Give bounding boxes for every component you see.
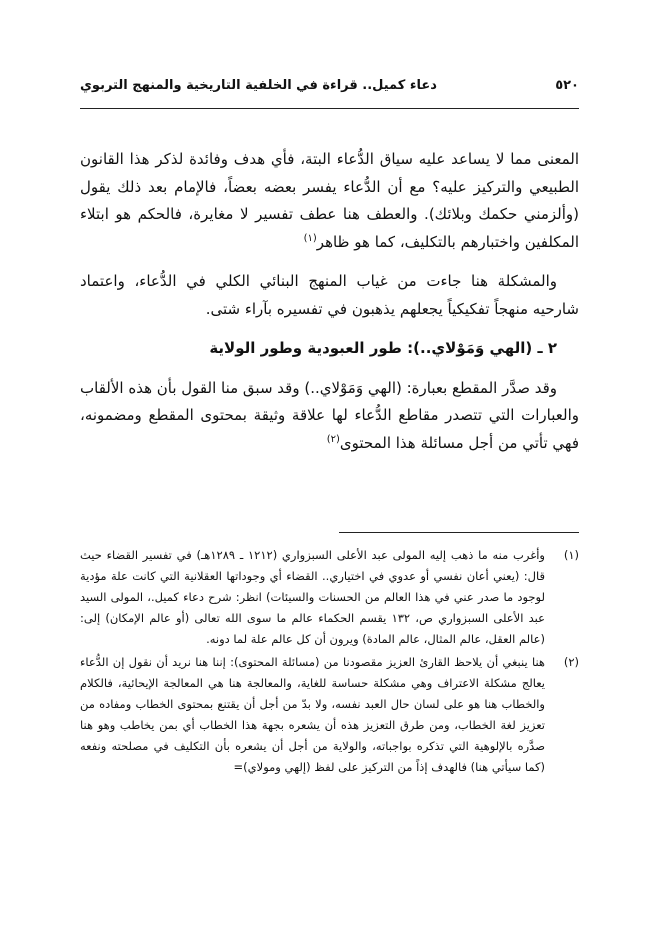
footnote-text: هنا ينبغي أن يلاحظ القارئ العزيز مقصودنا من (مسائلة المحتوى): إننا هنا نريد أن نقول إن الدُّعاء يعالج مشكلة الاعتراف وهي مشكلة حساسة للغاية، والمعالجة هنا هي المعالجة الإيحائية، فالكلام والخطاب هنا هو على لسان حال العبد نفسه، ولا بدّ من أجل أن يقتنع بمحتوى الخطاب ومفاده من تعزيز لغة الخطاب، ومن طرق التعزيز هذه أن يشعره بجهة هذا الخطاب أي بمن يخاطب وهو هنا صدَّره بالإلوهية التي تذكره بواجباته، والولاية من أجل أن يشعره بأن التكليف في مصلحته ونفعه (كما سيأتي هنا) فالهدف إذاً من التركيز على لفظ (إلهي ومولاي)= xyxy=(80,655,545,774)
paragraph-1: المعنى مما لا يساعد عليه سياق الدُّعاء البتة، فأي هدف وفائدة لذكر هذا القانون الطبيعي والتركيز عليه؟ مع أن الدُّعاء يفسر بعضه بعضاً، فالإمام بعد ذلك يقول (وألزمني حكمك وبلائك). والعطف هنا عطف تفسير لا مغايرة، فالحكم هو ابتلاء المكلفين واختبارهم بالتكليف، كما هو ظاهر$^{(١)}$ xyxy=(80,150,579,251)
footnote-ref-2: (٢) xyxy=(326,433,340,445)
footnote-text: وأغرب منه ما ذهب إليه المولى عبد الأعلى السبزواري (١٢١٢ ـ ١٢٨٩هـ) في تفسير القضاء حيث قال: (يعني أعان نفسي أو عدوي في اختياري.. القضاء أي وجوداتها العقلانية التي كانت علة مؤدية لوجود ما صدر عني في هذا العالم من الحسنات والسيئات) انظر: شرح دعاء كميل.، المولى السيد عبد الأعلى السبزواري ص، ١٣٢ يقسم الحكماء عالم ما سوى الله تعالى (أو عالم الإمكان) إلى: (عالم العقل، عالم المثال، عالم المادة) ويرون أن كل عالم علة لما دونه. xyxy=(80,548,545,646)
running-title: دعاء كميل.. قراءة في الخلفية التاريخية والمنهج التربوي xyxy=(80,78,437,93)
footnotes xyxy=(80,545,579,780)
main-text xyxy=(80,146,579,469)
header-rule xyxy=(80,108,579,109)
footnote-number: (٢) xyxy=(563,655,579,669)
footnote-number: (١) xyxy=(563,548,579,562)
footnote-rule xyxy=(339,532,579,533)
page-number: ٥٢٠ xyxy=(555,78,579,93)
section-heading: ٢ ـ (الهي وَمَوْلاي..): طور العبودية وطور الولاية xyxy=(209,339,557,357)
footnote-2 xyxy=(80,652,579,778)
paragraph-3: وقد صدَّر المقطع بعبارة: (الهي وَمَوْلاي..) وقد سبق منا القول بأن هذه الألقاب والعبارات التي تتصدر مقاطع الدُّعاء لها علاقة وثيقة بمحتوى المقطع ومضمونه، فهي تأتي من أجل مسائلة هذا المحتوى$^{(٢)}$ xyxy=(80,378,579,452)
running-header xyxy=(80,78,579,93)
paragraph-2: والمشكلة هنا جاءت من غياب المنهج البنائي الكلي في الدُّعاء، واعتماد شارحيه منهجاً تفكيكياً يجعلهم يذهبون في تفسيره بآراء شتى. xyxy=(80,272,579,318)
footnote-ref-1: (١) xyxy=(303,232,317,244)
footnote-1 xyxy=(80,545,579,650)
